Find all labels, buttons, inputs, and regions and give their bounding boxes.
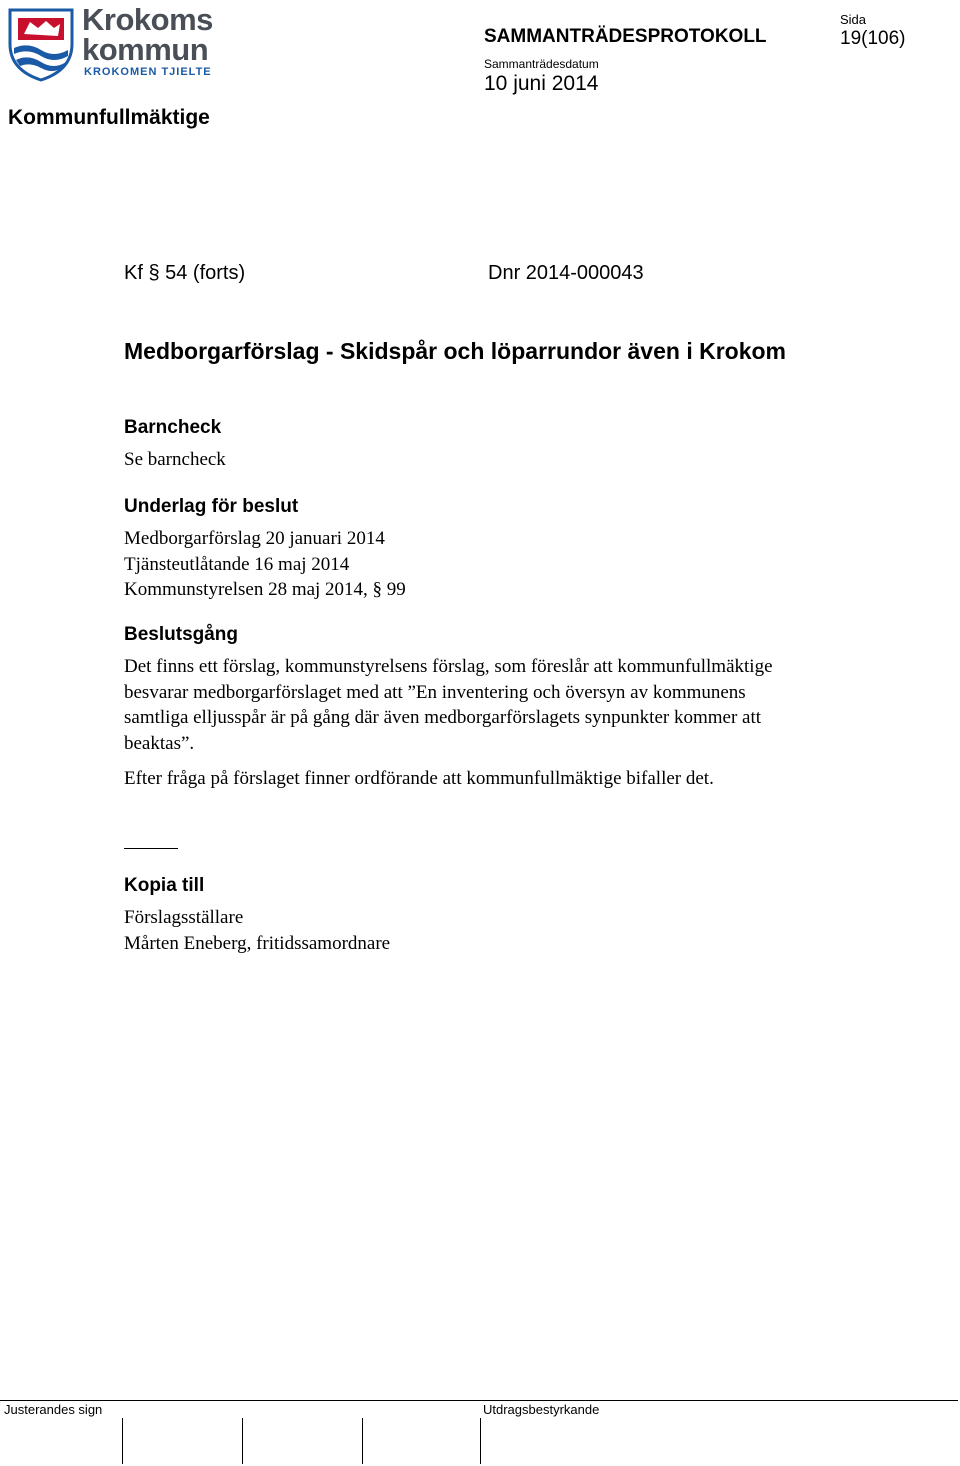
logo-tagline: KROKOMEN TJIELTE xyxy=(84,66,212,78)
page-title: Medborgarförslag - Skidspår och löparrundor även i Krokom xyxy=(124,338,787,364)
page-label: Sida xyxy=(840,12,867,27)
case-dnr: Dnr 2014-000043 xyxy=(488,262,644,284)
kopia-heading: Kopia till xyxy=(124,875,205,896)
signature-box-divider xyxy=(242,1418,243,1464)
date-value: 10 juni 2014 xyxy=(484,72,599,95)
organization-name: Kommunfullmäktige xyxy=(8,106,210,129)
footer-sign-label: Justerandes sign xyxy=(4,1402,103,1417)
underlag-item: Kommunstyrelsen 28 maj 2014, § 99 xyxy=(124,579,406,600)
signature-box-divider xyxy=(362,1418,363,1464)
beslutsgang-paragraph: Det finns ett förslag, kommunstyrelsens förslag, som föreslår att kommunfullmäktige besvarar medborgarförslaget med att ”En inventering och översyn av kommunens samtliga elljusspår är på gång där även medborgarförslagets synpunkter kommer att beaktas”. xyxy=(124,656,773,754)
kopia-list xyxy=(124,905,390,956)
case-reference: Kf § 54 (forts) xyxy=(124,262,246,284)
underlag-heading: Underlag för beslut xyxy=(124,496,299,517)
barncheck-text: Se barncheck xyxy=(124,449,226,470)
underlag-list xyxy=(124,526,406,603)
beslutsgang-paragraph: Efter fråga på förslaget finner ordförande att kommunfullmäktige bifaller det. xyxy=(124,768,714,789)
document-type: SAMMANTRÄDESPROTOKOLL xyxy=(484,26,767,47)
footer-extract-label: Utdragsbestyrkande xyxy=(483,1402,600,1417)
signature-box-divider xyxy=(480,1418,481,1464)
separator-line xyxy=(124,848,178,849)
beslutsgang-heading: Beslutsgång xyxy=(124,624,239,645)
kopia-item: Mårten Eneberg, fritidssamordnare xyxy=(124,932,391,954)
page-number: 19(106) xyxy=(840,28,906,49)
kopia-item: Förslagsställare xyxy=(124,907,244,928)
barncheck-heading: Barncheck xyxy=(124,417,222,438)
underlag-item: Medborgarförslag 20 januari 2014 xyxy=(124,528,385,549)
signature-box-divider xyxy=(122,1418,123,1464)
logo-name-line1: Krokoms xyxy=(82,2,213,37)
logo-name-line2: kommun xyxy=(82,32,209,67)
date-label: Sammanträdesdatum xyxy=(484,57,599,71)
signature-footer xyxy=(0,1400,958,1465)
underlag-item: Tjänsteutlåtande 16 maj 2014 xyxy=(124,553,350,575)
